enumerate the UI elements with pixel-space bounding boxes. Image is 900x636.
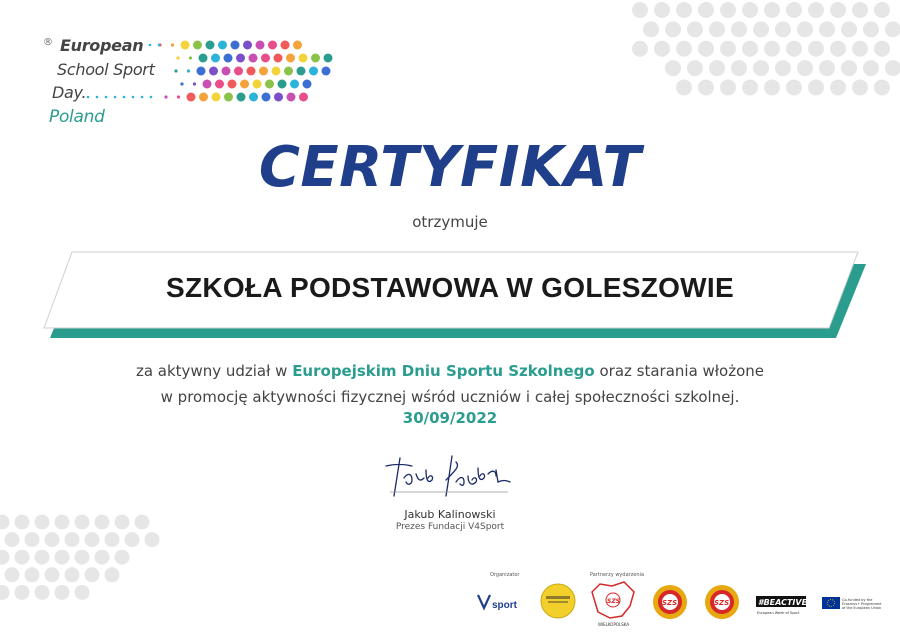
svg-text:Co-funded by the: Co-funded by the (842, 598, 873, 602)
logo-line-school-sport: School Sport (57, 60, 155, 79)
signer-name: Jakub Kalinowski (404, 508, 496, 521)
beactive-logo (756, 596, 808, 615)
svg-text:of the European Union: of the European Union (842, 606, 882, 610)
v4sport-logo (478, 595, 518, 611)
svg-text:WIELKOPOLSKA: WIELKOPOLSKA (598, 622, 630, 627)
svg-text:Erasmus+ Programme: Erasmus+ Programme (842, 602, 882, 606)
logo-line-day: Day. (52, 83, 87, 102)
registered-mark: ® (43, 37, 53, 48)
svg-text:sport: sport (492, 600, 517, 611)
logo-line-poland: Poland (49, 107, 105, 127)
logo-line-european: European (60, 36, 144, 55)
partners-label: Partnerzy wydarzenia (590, 572, 645, 578)
certificate-title: CERTYFIKAT (258, 135, 642, 200)
event-name: Europejskim Dniu Sportu Szkolnego (292, 362, 595, 380)
badge-yellow-logo (541, 584, 575, 618)
signer-role: Prezes Fundacji V4Sport (395, 522, 505, 532)
svg-text:SZS: SZS (662, 599, 678, 607)
body-line-1-pre: za aktywny udział w (135, 362, 293, 380)
organizer-label: Organizator (490, 572, 520, 578)
wielkopolska-szs-logo (592, 582, 634, 627)
receives-label: otrzymuje (412, 213, 488, 231)
body-line-2: w promocję aktywności fizycznej wśród uczniów i całej społeczności szkolnej. (160, 388, 740, 406)
svg-text:SZS: SZS (714, 599, 730, 607)
svg-text:European Week of Sport: European Week of Sport (757, 611, 800, 615)
recipient-name: SZKOŁA PODSTAWOWA W GOLESZOWIE (166, 272, 734, 303)
svg-text:SZS: SZS (607, 598, 620, 605)
szs-logo (653, 585, 687, 619)
body-line-1-post: oraz starania włożone (594, 362, 765, 380)
eu-erasmus-logo (822, 597, 881, 610)
certificate-date: 30/09/2022 (402, 409, 498, 427)
szs-logo-2 (705, 585, 739, 619)
svg-text:#BEACTIVE: #BEACTIVE (758, 598, 808, 607)
